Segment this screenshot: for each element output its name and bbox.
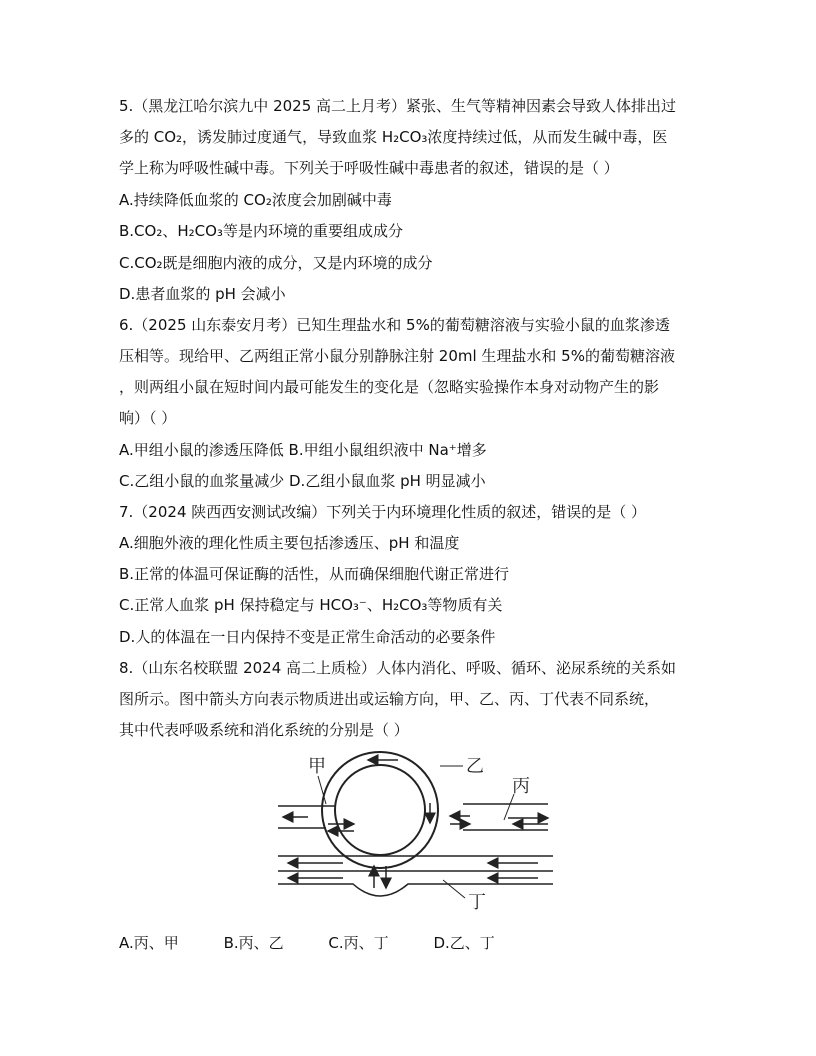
q8-stem-line-3: 其中代表呼吸系统和消化系统的分别是（ ） xyxy=(119,721,409,739)
q6-stem-line-1: 6.（2025 山东泰安月考）已知生理盐水和 5%的葡萄糖溶液与实验小鼠的血浆渗透 xyxy=(119,316,670,334)
label-jia: 甲 xyxy=(308,756,326,777)
q6-stem-line-3: ，则两组小鼠在短时间内最可能发生的变化是（忽略实验操作本身对动物产生的影 xyxy=(119,378,660,396)
q5-option-b: B.CO₂、H₂CO₃等是内环境的重要组成成分 xyxy=(119,222,403,240)
organ-system-diagram xyxy=(258,748,558,918)
q8-stem-line-1: 8.（山东名校联盟 2024 高二上质检）人体内消化、呼吸、循环、泌尿系统的关系如 xyxy=(119,659,677,677)
label-leader-bing xyxy=(504,794,514,820)
q6-stem-line-4: 响）（ ） xyxy=(119,409,177,427)
q5-stem-line-1: 5.（黑龙江哈尔滨九中 2025 高二上月考）紧张、生气等精神因素会导致人体排出过 xyxy=(119,97,677,115)
q6-stem-line-2: 压相等。现给甲、乙两组正常小鼠分别静脉注射 20ml 生理盐水和 5%的葡萄糖溶液 xyxy=(119,347,675,365)
q7-option-a: A.细胞外液的理化性质主要包括渗透压、pH 和温度 xyxy=(119,534,460,552)
q7-option-d: D.人的体温在一日内保持不变是正常生命活动的必要条件 xyxy=(119,628,496,646)
q5-option-c: C.CO₂既是细胞内液的成分，又是内环境的成分 xyxy=(119,254,433,272)
q5-stem-line-3: 学上称为呼吸性碱中毒。下列关于呼吸性碱中毒患者的叙述，错误的是（ ） xyxy=(119,159,619,177)
label-ding: 丁 xyxy=(468,892,486,913)
q5-option-d: D.患者血浆的 pH 会减小 xyxy=(119,285,286,303)
q7-stem-line-1: 7.（2024 陕西西安测试改编）下列关于内环境理化性质的叙述，错误的是（ ） xyxy=(119,503,647,521)
q6-options-ab: A.甲组小鼠的渗透压降低 B.甲组小鼠组织液中 Na⁺增多 xyxy=(119,441,487,459)
q8-option-b: B.丙、乙 xyxy=(223,934,284,952)
q7-option-c: C.正常人血浆 pH 保持稳定与 HCO₃⁻、H₂CO₃等物质有关 xyxy=(119,596,503,614)
q8-stem-line-2: 图所示。图中箭头方向表示物质进出或运输方向，甲、乙、丙、丁代表不同系统， xyxy=(119,690,660,708)
label-yi: 乙 xyxy=(466,756,484,777)
q7-option-b: B.正常的体温可保证酶的活性，从而确保细胞代谢正常进行 xyxy=(119,565,510,583)
q8-option-d: D.乙、丁 xyxy=(433,934,495,952)
q8-option-c: C.丙、丁 xyxy=(328,934,389,952)
label-leader-ding xyxy=(443,880,465,898)
circulation-inner-ring xyxy=(335,765,425,855)
q6-options-cd: C.乙组小鼠的血浆量减少 D.乙组小鼠血浆 pH 明显减小 xyxy=(119,472,486,490)
q8-options xyxy=(119,933,535,953)
q5-option-a: A.持续降低血浆的 CO₂浓度会加剧碱中毒 xyxy=(119,191,392,209)
q5-stem-line-2: 多的 CO₂，诱发肺过度通气，导致血浆 H₂CO₃浓度持续过低，从而发生碱中毒，医 xyxy=(119,128,668,146)
circulation-outer-ring xyxy=(322,752,438,868)
lower-tube-bulge xyxy=(278,884,553,896)
q8-option-a: A.丙、甲 xyxy=(119,934,179,952)
label-bing: 丙 xyxy=(512,776,530,797)
